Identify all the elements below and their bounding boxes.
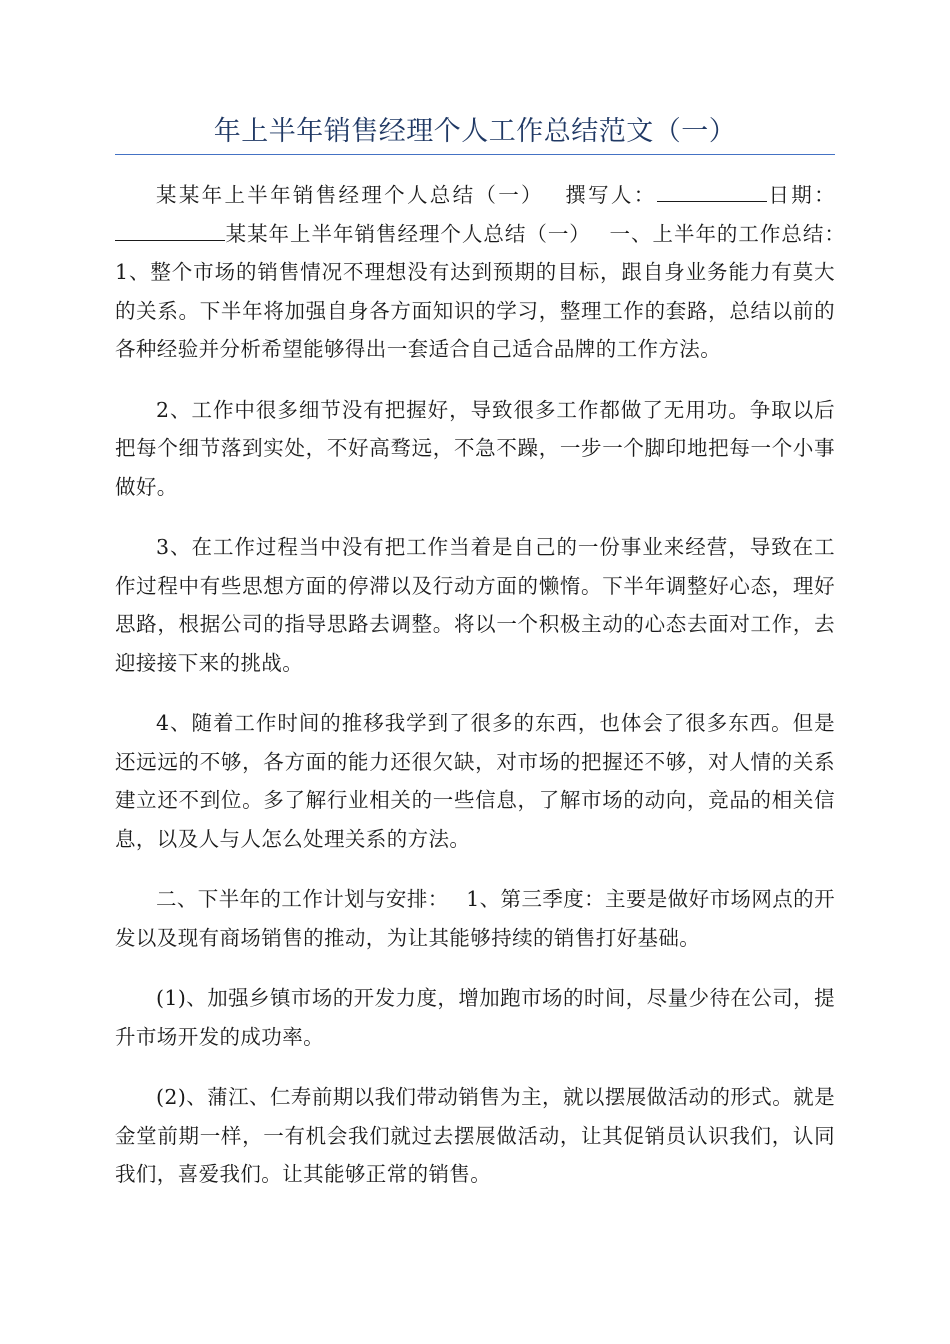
paragraph-2: 2、工作中很多细节没有把握好，导致很多工作都做了无用功。争取以后把每个细节落到实处，不好高骛远，不急不躁，一步一个脚印地把每一个小事做好。 — [115, 397, 835, 499]
date-blank — [115, 220, 225, 241]
author-blank — [657, 181, 767, 202]
intro-part-1: 某某年上半年销售经理个人总结（一） 撰写人： — [156, 183, 657, 207]
title-underline — [115, 154, 835, 155]
paragraph-plan-2: (2)、蒲江、仁寿前期以我们带动销售为主，就以摆展做活动的形式。就是金堂前期一样，一有机会我们就过去摆展做活动，让其促销员认识我们，认同我们，喜爱我们。让其能够正常的销售。 — [115, 1085, 835, 1186]
paragraph-4: 4、随着工作时间的推移我学到了很多的东西，也体会了很多东西。但是还远远的不够，各方面的能力还很欠缺，对市场的把握还不够，对人情的关系建立还不到位。多了解行业相关的一些信息，了解市场的动向，竞品的相关信息，以及人与人怎么处理关系的方法。 — [115, 711, 835, 851]
paragraph-3: 3、在工作过程当中没有把工作当着是自己的一份事业来经营，导致在工作过程中有些思想方面的停滞以及行动方面的懒惰。下半年调整好心态，理好思路，根据公司的指导思路去调整。将以一个积极主动的心态去面对工作，去迎接接下来的挑战。 — [115, 535, 835, 675]
intro-paragraph — [115, 176, 863, 369]
paragraph-plan-1: (1)、加强乡镇市场的开发力度，增加跑市场的时间，尽量少待在公司，提升市场开发的成功率。 — [115, 986, 835, 1049]
intro-part-3: 某某年上半年销售经理个人总结（一） 一、上半年的工作总结： 1、整个市场的销售情况不理想没有达到预期的目标，跟自身业务能力有莫大的关系。下半年将加强自身各方面知识的学习，整理工作的套路，总结以前的各种经验并分析希望能够得出一套适合自己适合品牌的工作方法。 — [115, 221, 863, 361]
document-body — [115, 176, 863, 1216]
intro-part-2: 日期： — [766, 183, 835, 207]
document-title: 年上半年销售经理个人工作总结范文（一） — [213, 116, 737, 147]
paragraph-plan: 二、下半年的工作计划与安排： 1、第三季度：主要是做好市场网点的开发以及现有商场销售的推动，为让其能够持续的销售打好基础。 — [115, 887, 835, 950]
